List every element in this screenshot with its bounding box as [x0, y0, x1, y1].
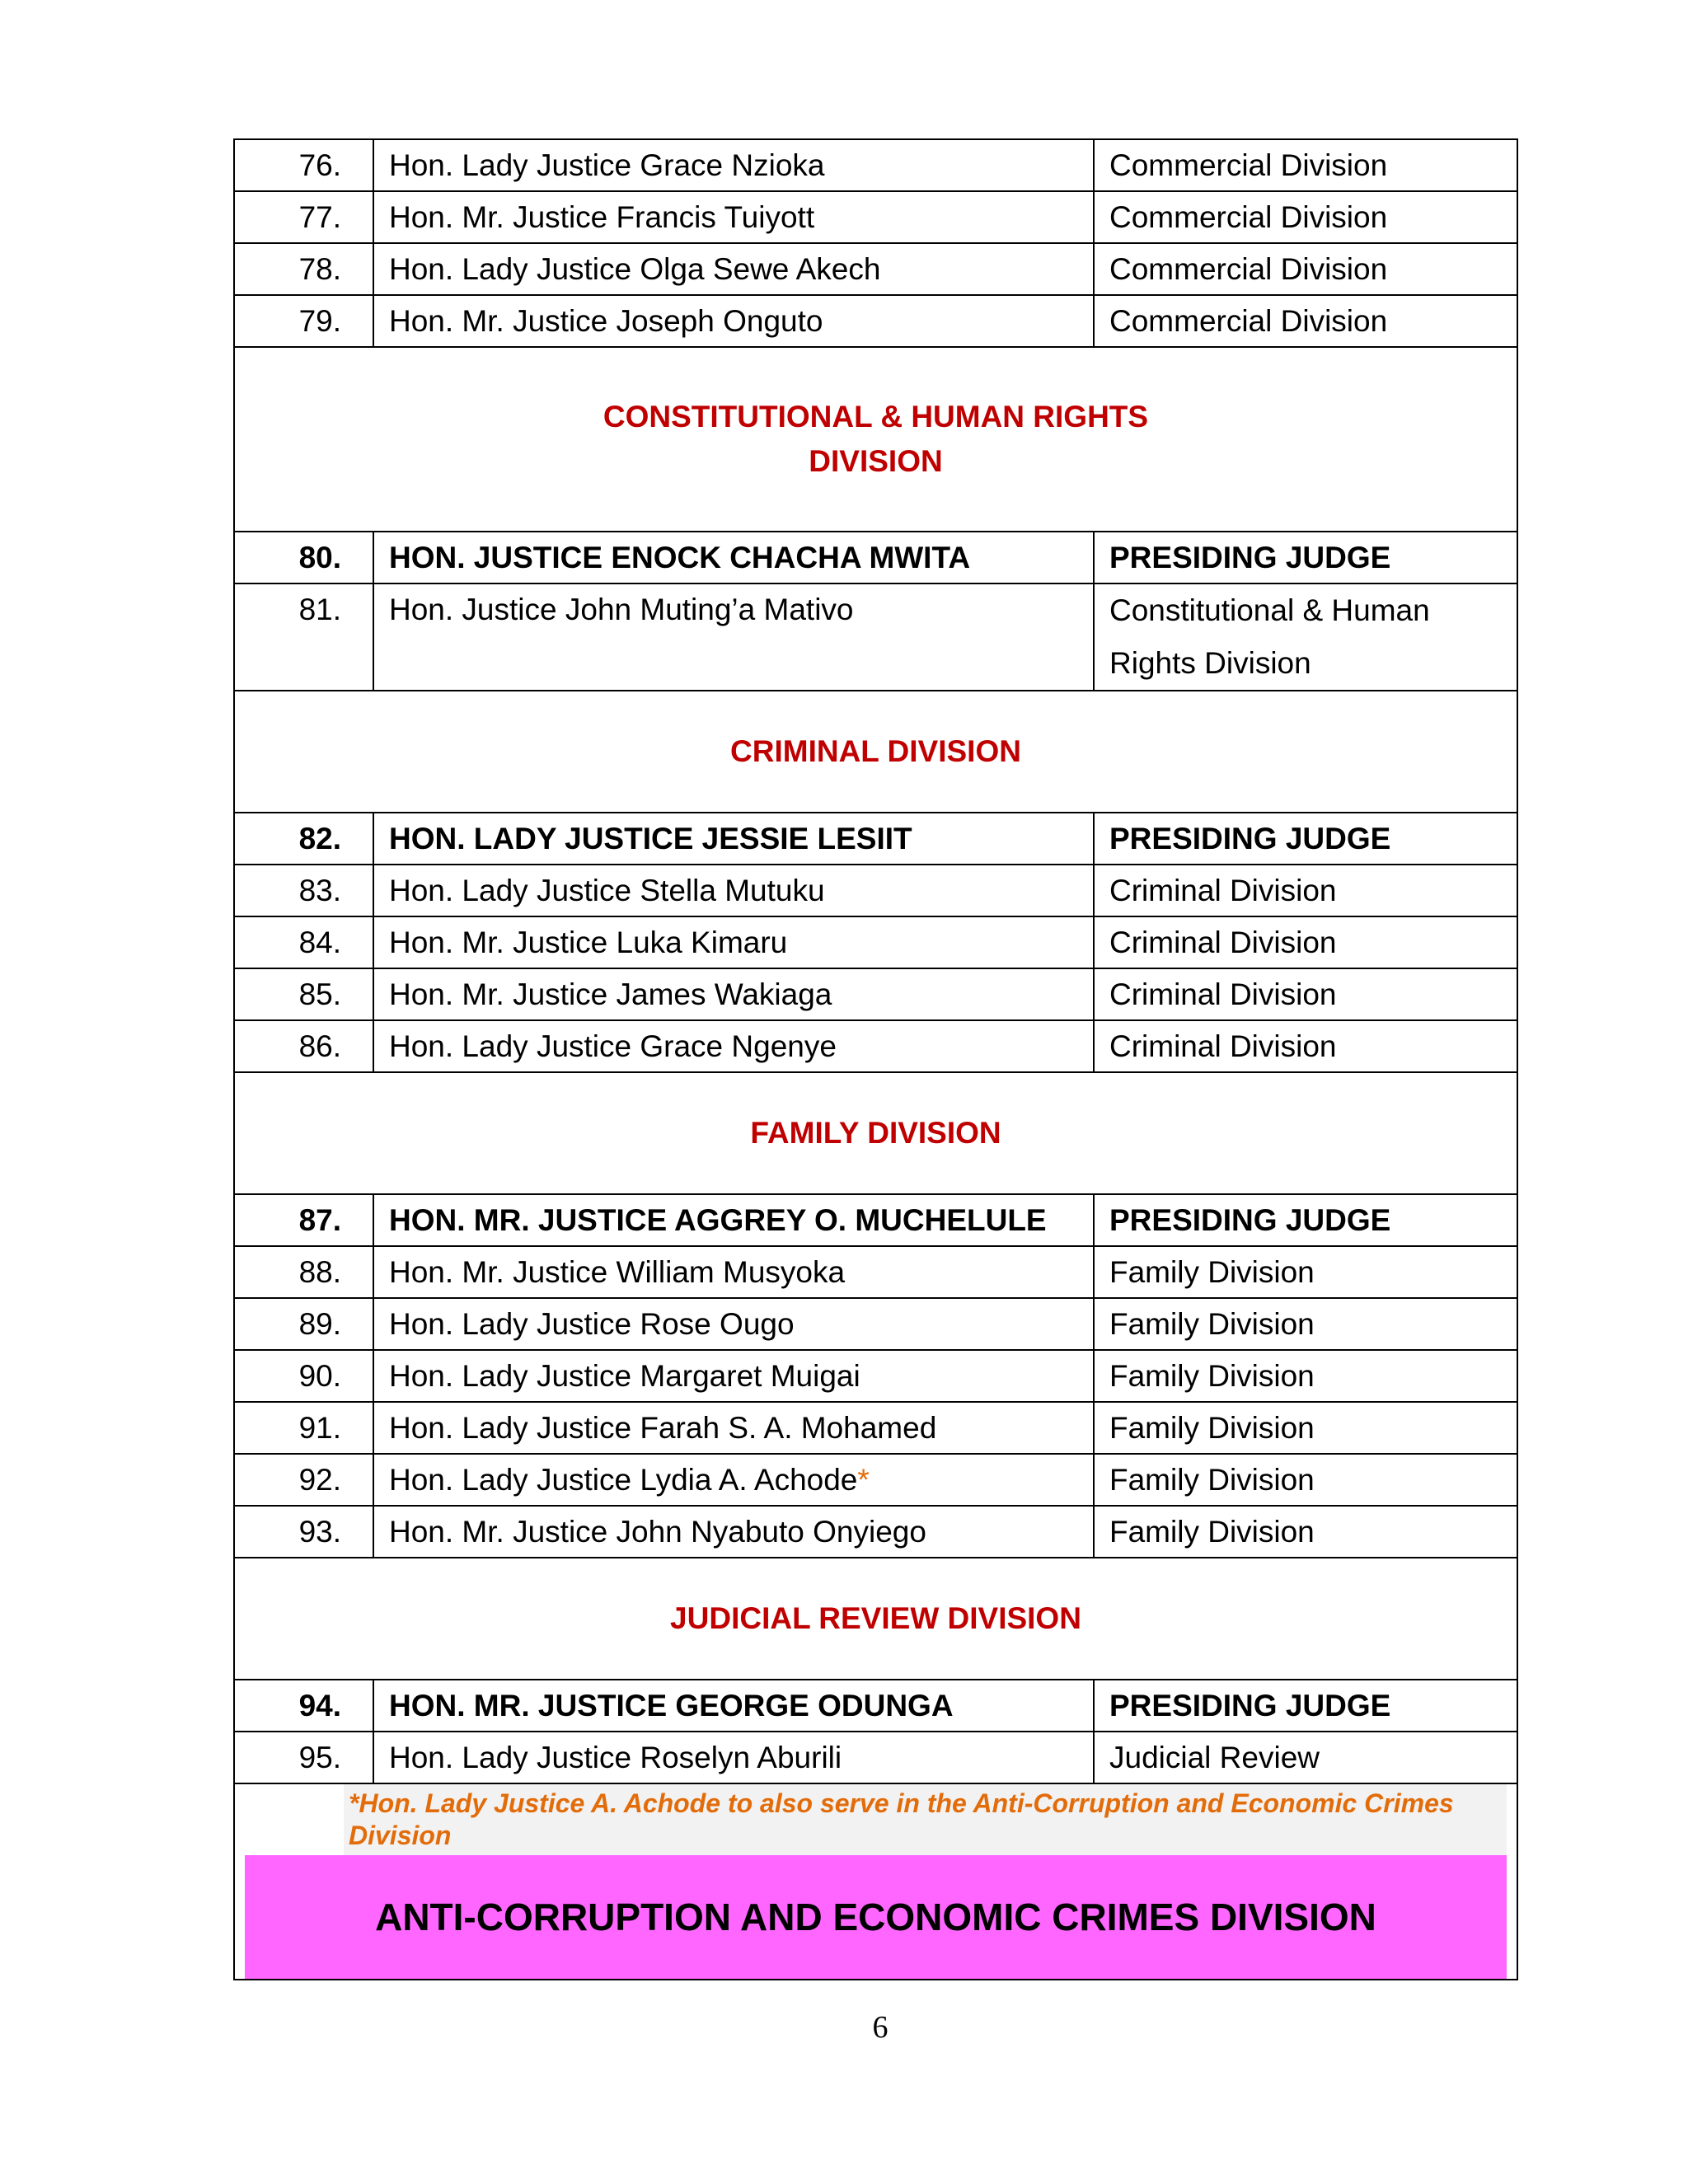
- row-number: 77.: [234, 191, 373, 243]
- judge-name: Hon. Lady Justice Olga Sewe Akech: [373, 243, 1094, 295]
- table-row: [234, 295, 1517, 347]
- division-cell: Commercial Division: [1094, 191, 1517, 243]
- division-cell: PRESIDING JUDGE: [1094, 1680, 1517, 1732]
- division-cell: Judicial Review: [1094, 1732, 1517, 1783]
- judge-name: Hon. Lady Justice Grace Nzioka: [373, 139, 1094, 191]
- section-heading-text: ANTI-CORRUPTION AND ECONOMIC CRIMES DIVISION: [375, 1896, 1376, 1938]
- section-heading-judicial-review: JUDICIAL REVIEW DIVISION: [234, 1558, 1517, 1680]
- row-number: 94.: [234, 1680, 373, 1732]
- row-number: 95.: [234, 1732, 373, 1783]
- table-row: [234, 916, 1517, 968]
- row-number: 88.: [234, 1246, 373, 1298]
- division-cell: Commercial Division: [1094, 243, 1517, 295]
- judge-name: Hon. Mr. Justice James Wakiaga: [373, 968, 1094, 1020]
- division-cell: Criminal Division: [1094, 865, 1517, 916]
- judge-name: Hon. Mr. Justice William Musyoka: [373, 1246, 1094, 1298]
- footnote-text: *Hon. Lady Justice A. Achode to also serve in the Anti-Corruption and Economic Crimes Division: [344, 1784, 1507, 1855]
- section-heading-line: CONSTITUTIONAL & HUMAN RIGHTS: [603, 400, 1149, 434]
- division-cell: Family Division: [1094, 1298, 1517, 1350]
- table-row: [234, 1020, 1517, 1072]
- row-number: 79.: [234, 295, 373, 347]
- judge-name: Hon. Lady Justice Farah S. A. Mohamed: [373, 1402, 1094, 1454]
- footnote-marker: *: [857, 1463, 870, 1497]
- judge-name: Hon. Mr. Justice John Nyabuto Onyiego: [373, 1506, 1094, 1558]
- row-number: 78.: [234, 243, 373, 295]
- row-number: 90.: [234, 1350, 373, 1402]
- division-cell: Family Division: [1094, 1506, 1517, 1558]
- section-heading-criminal: CRIMINAL DIVISION: [234, 691, 1517, 813]
- judge-name-cell: [373, 1454, 1094, 1506]
- table-row: [234, 191, 1517, 243]
- table-row: [234, 139, 1517, 191]
- division-cell: PRESIDING JUDGE: [1094, 532, 1517, 583]
- row-number: 87.: [234, 1194, 373, 1246]
- page-number: 6: [872, 2010, 889, 2045]
- judge-name: Hon. Mr. Justice Luka Kimaru: [373, 916, 1094, 968]
- section-header-row: [234, 347, 1517, 532]
- row-number: 85.: [234, 968, 373, 1020]
- footer-cell: [234, 1783, 1517, 1980]
- table-row: [234, 1194, 1517, 1246]
- table-row: [234, 1454, 1517, 1506]
- footer-row: [234, 1783, 1517, 1980]
- division-cell: Family Division: [1094, 1350, 1517, 1402]
- division-cell: Criminal Division: [1094, 1020, 1517, 1072]
- table-row: [234, 532, 1517, 583]
- division-cell: Criminal Division: [1094, 916, 1517, 968]
- judge-name: Hon. Lady Justice Margaret Muigai: [373, 1350, 1094, 1402]
- division-cell: Criminal Division: [1094, 968, 1517, 1020]
- division-cell: Commercial Division: [1094, 139, 1517, 191]
- judge-name: Hon. Lady Justice Rose Ougo: [373, 1298, 1094, 1350]
- judge-name: HON. MR. JUSTICE GEORGE ODUNGA: [373, 1680, 1094, 1732]
- table-row: [234, 1680, 1517, 1732]
- division-cell: Family Division: [1094, 1246, 1517, 1298]
- section-heading-family: FAMILY DIVISION: [234, 1072, 1517, 1194]
- table-row: [234, 1402, 1517, 1454]
- section-header-row: [234, 1072, 1517, 1194]
- division-cell: PRESIDING JUDGE: [1094, 813, 1517, 865]
- division-cell: Family Division: [1094, 1402, 1517, 1454]
- row-number: 84.: [234, 916, 373, 968]
- table-row: [234, 1246, 1517, 1298]
- row-number: 92.: [234, 1454, 373, 1506]
- table-row: [234, 1506, 1517, 1558]
- division-cell: Constitutional & Human Rights Division: [1094, 583, 1517, 691]
- judge-name: Hon. Lady Justice Roselyn Aburili: [373, 1732, 1094, 1783]
- table-row: [234, 243, 1517, 295]
- row-number: 81.: [234, 583, 373, 691]
- row-number: 91.: [234, 1402, 373, 1454]
- row-number: 76.: [234, 139, 373, 191]
- table-row: [234, 865, 1517, 916]
- judge-name: HON. MR. JUSTICE AGGREY O. MUCHELULE: [373, 1194, 1094, 1246]
- judges-roster-table: [233, 138, 1518, 1980]
- table-row: [234, 813, 1517, 865]
- table-row: [234, 1350, 1517, 1402]
- judge-name: HON. LADY JUSTICE JESSIE LESIIT: [373, 813, 1094, 865]
- section-heading-constitutional: [234, 347, 1517, 532]
- judge-name: HON. JUSTICE ENOCK CHACHA MWITA: [373, 532, 1094, 583]
- division-cell: Commercial Division: [1094, 295, 1517, 347]
- section-header-row: [234, 691, 1517, 813]
- row-number: 83.: [234, 865, 373, 916]
- judge-name: Hon. Lady Justice Stella Mutuku: [373, 865, 1094, 916]
- judge-name: Hon. Lady Justice Lydia A. Achode: [389, 1463, 858, 1497]
- row-number: 89.: [234, 1298, 373, 1350]
- section-heading-anti-corruption: [245, 1855, 1507, 1979]
- judge-name: Hon. Mr. Justice Joseph Onguto: [373, 295, 1094, 347]
- table-row: [234, 968, 1517, 1020]
- row-number: 80.: [234, 532, 373, 583]
- division-cell: Family Division: [1094, 1454, 1517, 1506]
- row-number: 93.: [234, 1506, 373, 1558]
- table-row: [234, 1298, 1517, 1350]
- row-number: 86.: [234, 1020, 373, 1072]
- table-row: [234, 583, 1517, 691]
- row-number: 82.: [234, 813, 373, 865]
- table-row: [234, 1732, 1517, 1783]
- division-cell: PRESIDING JUDGE: [1094, 1194, 1517, 1246]
- judge-name: Hon. Mr. Justice Francis Tuiyott: [373, 191, 1094, 243]
- section-header-row: [234, 1558, 1517, 1680]
- judge-name: Hon. Lady Justice Grace Ngenye: [373, 1020, 1094, 1072]
- judge-name: Hon. Justice John Muting’a Mativo: [373, 583, 1094, 691]
- section-heading-line: DIVISION: [809, 444, 943, 478]
